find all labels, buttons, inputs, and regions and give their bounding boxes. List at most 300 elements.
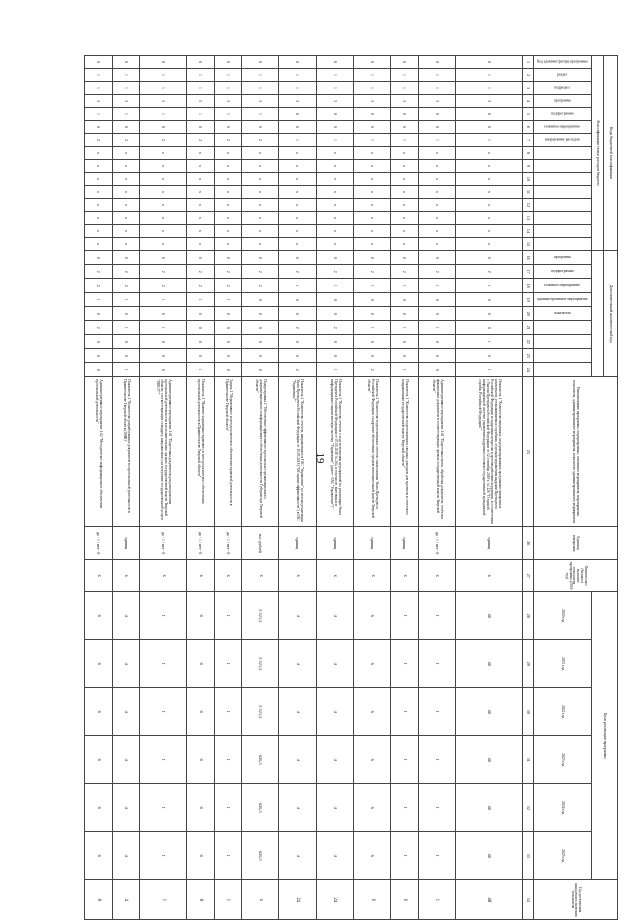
code-cell: х (139, 186, 186, 199)
code-cell: х (316, 238, 353, 251)
row-fact-value: х (187, 560, 214, 592)
analytic-code-cell: 0 (85, 335, 113, 349)
row-description: Показатель 1 "Наличие нормативно-правового и методологического обеспечения протокольной деятельности в Правительстве Тверской области" (187, 377, 214, 527)
header-year-6: 2025 год (534, 832, 592, 880)
code-cell: х (418, 186, 455, 199)
code-cell: 0 (279, 56, 316, 69)
code-cell: 1 (187, 69, 214, 82)
analytic-code-cell: 0 (214, 321, 241, 335)
header-budget-codes: Коды бюджетной классификации (604, 56, 618, 251)
analytic-code-cell: 0 (241, 321, 278, 335)
analytic-code-cell: 0 (139, 307, 186, 321)
year-value-2021: 6 (353, 640, 390, 688)
row-fact-value: х (418, 560, 455, 592)
year-value-2025: 4 (316, 832, 353, 880)
analytic-code-cell: 0 (85, 363, 113, 377)
analytic-code-cell: 1 (391, 321, 418, 335)
analytic-code-cell: 0 (353, 349, 390, 363)
row-completion-year: 1 (139, 880, 186, 920)
code-cell: х (455, 212, 522, 225)
code-cell: х (279, 199, 316, 212)
row-unit: да - 1 / нет - 0 (187, 527, 214, 560)
year-value-2025: 4 (112, 832, 139, 880)
code-cell: 1 (353, 82, 390, 95)
row-fact-value: х (139, 560, 186, 592)
header-right-col-4: административное мероприятие (534, 293, 592, 307)
code-cell: х (139, 212, 186, 225)
table-row (139, 56, 186, 920)
analytic-code-cell: 0 (279, 293, 316, 307)
code-cell: 3 (112, 95, 139, 108)
code-cell: х (85, 199, 113, 212)
code-cell: х (241, 160, 278, 173)
code-cell: х (241, 212, 278, 225)
year-value-2025: 1 (391, 832, 418, 880)
code-cell: 3 (241, 95, 278, 108)
row-description: Показатель 1 "Количество подготовленных сводных докладов для проектов и отчетов по направлениям государственной власти Тверской области" (391, 377, 418, 527)
analytic-code-cell: 2 (353, 265, 390, 279)
year-value-2024: 1 (391, 784, 418, 832)
header-right-col-3: основное мероприятие (534, 279, 592, 293)
header-left-col-2: раздел (534, 69, 592, 82)
code-cell: х (214, 238, 241, 251)
code-cell: 3 (316, 95, 353, 108)
analytic-code-cell: 0 (279, 307, 316, 321)
row-unit: да - 1 / нет - 0 (139, 527, 186, 560)
code-cell: 0 (85, 56, 113, 69)
year-value-2023: 1 (214, 736, 241, 784)
code-cell: х (418, 238, 455, 251)
analytic-code-cell: 0 (112, 335, 139, 349)
table-row (418, 56, 455, 920)
header-right-col-2: подпрограмма (534, 265, 592, 279)
code-cell: х (353, 238, 390, 251)
header-targets: Цели реализации программы (592, 592, 618, 880)
analytic-code-cell: 1 (139, 293, 186, 307)
analytic-code-cell: 0 (85, 251, 113, 265)
header-left-col-8 (534, 147, 592, 160)
code-cell: х (139, 173, 186, 186)
code-cell: 1 (316, 82, 353, 95)
analytic-code-cell: 0 (391, 349, 418, 363)
code-cell: 1 (241, 69, 278, 82)
year-value-2025: 4 (279, 832, 316, 880)
header-left-col-10 (534, 173, 592, 186)
header-right-col-1: программа (534, 251, 592, 265)
header-right-col-5: показатель (534, 307, 592, 321)
code-cell: 1 (241, 82, 278, 95)
row-completion-year: 6 (391, 880, 418, 920)
analytic-code-cell: 0 (139, 349, 186, 363)
row-description: Показатель 4 "Количество отчетов, направленных в ГАС "Управление" по итогам реализации Указа Президента Российской Федерации от 15.05.2018 ("Об оценке эффективности") в ГАС "Управление"" (279, 377, 316, 527)
analytic-code-cell: 0 (353, 293, 390, 307)
code-cell: х (353, 186, 390, 199)
analytic-code-cell: 1 (353, 321, 390, 335)
row-unit: да - 1 / нет - 0 (418, 527, 455, 560)
code-cell: 1 (418, 82, 455, 95)
code-cell: х (391, 212, 418, 225)
code-cell: х (214, 212, 241, 225)
analytic-code-cell: 0 (187, 307, 214, 321)
header-year-5: 2024 год (534, 784, 592, 832)
code-cell: х (85, 160, 113, 173)
column-number: 8 (523, 147, 534, 160)
code-cell: 0 (112, 56, 139, 69)
analytic-code-cell: 0 (391, 307, 418, 321)
column-number: 14 (523, 225, 534, 238)
column-number: 30 (523, 688, 534, 736)
analytic-code-cell: 2 (187, 265, 214, 279)
column-number: 5 (523, 108, 534, 121)
header-analytic-code: Дополнительный аналитический код (604, 251, 618, 377)
code-cell: х (279, 147, 316, 160)
row-completion-year: х (241, 880, 278, 920)
year-value-2020: 0 (187, 592, 214, 640)
analytic-code-cell: 0 (187, 335, 214, 349)
year-value-2024: 6 (353, 784, 390, 832)
header-right-col-7 (534, 335, 592, 349)
header-fact-value: Фактическое (базовое) значение показателя программы (2019 год) (534, 560, 618, 592)
column-number: 26 (523, 527, 534, 560)
analytic-code-cell: 1 (418, 279, 455, 293)
analytic-code-cell: 1 (455, 279, 522, 293)
table-row (187, 56, 214, 920)
row-fact-value: х (214, 560, 241, 592)
code-cell: х (391, 225, 418, 238)
code-cell: 1 (353, 69, 390, 82)
code-cell: 1 (455, 82, 522, 95)
code-cell: 1 (187, 108, 214, 121)
code-cell: х (353, 147, 390, 160)
code-cell: х (214, 173, 241, 186)
column-number: 7 (523, 134, 534, 147)
code-cell: х (112, 160, 139, 173)
analytic-code-cell: 2 (112, 265, 139, 279)
code-cell: 0 (391, 121, 418, 134)
analytic-code-cell: 0 (455, 307, 522, 321)
code-cell: х (214, 147, 241, 160)
row-description: Подпрограмма 2 "Обеспечение эффективного протокольно-организационного, документационного и информационного обеспечения деятельности Губернатора Тверской области" (241, 377, 278, 527)
analytic-code-cell: 2 (241, 279, 278, 293)
year-value-2025: 0 (85, 832, 113, 880)
analytic-code-cell: 2 (418, 265, 455, 279)
analytic-code-cell: 0 (391, 251, 418, 265)
code-cell: 2 (85, 134, 113, 147)
row-completion-year: 4 (112, 880, 139, 920)
column-number: 19 (523, 293, 534, 307)
analytic-code-cell: 0 (187, 251, 214, 265)
code-cell: х (279, 225, 316, 238)
code-cell: 0 (214, 121, 241, 134)
analytic-code-cell: 0 (139, 335, 186, 349)
code-cell: х (391, 238, 418, 251)
code-cell: 0 (353, 121, 390, 134)
analytic-code-cell: 1 (279, 279, 316, 293)
code-cell: 1 (214, 69, 241, 82)
column-number: 17 (523, 265, 534, 279)
code-cell: х (391, 147, 418, 160)
code-cell: х (316, 212, 353, 225)
code-cell: х (418, 160, 455, 173)
code-cell: 0 (455, 108, 522, 121)
column-number: 34 (523, 880, 534, 920)
code-cell: х (391, 173, 418, 186)
code-cell: 1 (279, 69, 316, 82)
code-cell: х (455, 225, 522, 238)
year-value-2024: 0 (85, 784, 113, 832)
header-left-col-4: программа (534, 95, 592, 108)
analytic-code-cell: 0 (316, 349, 353, 363)
code-cell: х (241, 186, 278, 199)
analytic-code-cell: 0 (112, 307, 139, 321)
code-cell: 1 (279, 134, 316, 147)
analytic-code-cell: 1 (187, 293, 214, 307)
header-program-name: Наименование программы, подпрограммы, основного мероприятия, мероприятия, показателя, административного мероприятия, показателя административного мероприятия (534, 377, 618, 527)
header-left-col-15 (534, 238, 592, 251)
header-year-3: 2022 год (534, 688, 592, 736)
year-value-2020: 1 (418, 592, 455, 640)
year-value-2025: 626,5 (241, 832, 278, 880)
code-cell: 0 (418, 56, 455, 69)
analytic-code-cell: 2 (214, 265, 241, 279)
code-cell: 1 (214, 82, 241, 95)
analytic-code-cell: 1 (187, 363, 214, 377)
analytic-code-cell: 0 (214, 363, 241, 377)
column-number: 33 (523, 832, 534, 880)
code-cell: х (279, 212, 316, 225)
code-cell: 0 (455, 121, 522, 134)
year-value-2024: 40 (455, 784, 522, 832)
analytic-code-cell: 1 (112, 293, 139, 307)
analytic-code-cell: 2 (353, 363, 390, 377)
code-cell: х (85, 225, 113, 238)
year-value-2024: 4 (279, 784, 316, 832)
code-cell: 0 (316, 56, 353, 69)
analytic-code-cell: 0 (112, 251, 139, 265)
code-cell: х (214, 199, 241, 212)
column-number: 6 (523, 121, 534, 134)
program-indicators-table (84, 55, 618, 920)
code-cell: х (391, 186, 418, 199)
code-cell: х (112, 186, 139, 199)
table-row (353, 56, 390, 920)
year-value-2021: 4 (112, 640, 139, 688)
code-cell: х (139, 225, 186, 238)
year-value-2020: 4 (112, 592, 139, 640)
code-cell: х (455, 199, 522, 212)
header-left-col-3: подраздел (534, 82, 592, 95)
code-cell: х (455, 238, 522, 251)
code-cell: 1 (391, 69, 418, 82)
code-cell: х (279, 186, 316, 199)
analytic-code-cell: 0 (353, 307, 390, 321)
code-cell: х (316, 199, 353, 212)
header-year-4: 2023 год (534, 736, 592, 784)
year-value-2023: 626,5 (241, 736, 278, 784)
table-row (85, 56, 113, 920)
analytic-code-cell: 0 (241, 293, 278, 307)
analytic-code-cell: 0 (391, 335, 418, 349)
year-value-2022: 0 (187, 688, 214, 736)
year-value-2020: 40 (455, 592, 522, 640)
analytic-code-cell: 0 (418, 293, 455, 307)
analytic-code-cell: 0 (316, 251, 353, 265)
year-value-2024: 0 (187, 784, 214, 832)
code-cell: 1 (214, 108, 241, 121)
header-empty (592, 251, 604, 377)
code-cell: 3 (187, 95, 214, 108)
table-rotated-wrapper (84, 55, 618, 917)
column-number: 13 (523, 212, 534, 225)
analytic-code-cell: 2 (391, 265, 418, 279)
analytic-code-cell: 1 (418, 321, 455, 335)
column-number: 9 (523, 160, 534, 173)
code-cell: х (353, 225, 390, 238)
row-fact-value: х (391, 560, 418, 592)
column-number: 2 (523, 69, 534, 82)
analytic-code-cell: 0 (316, 307, 353, 321)
year-value-2025: 40 (455, 832, 522, 880)
code-cell: х (139, 147, 186, 160)
code-cell: х (187, 160, 214, 173)
code-cell: х (241, 199, 278, 212)
code-cell: 2 (214, 134, 241, 147)
analytic-code-cell: 0 (241, 251, 278, 265)
code-cell: 1 (85, 108, 113, 121)
code-cell: х (187, 225, 214, 238)
analytic-code-cell: 2 (279, 265, 316, 279)
code-cell: х (85, 147, 113, 160)
analytic-code-cell: 1 (455, 363, 522, 377)
analytic-code-cell: 1 (391, 363, 418, 377)
year-value-2022: 4 (112, 688, 139, 736)
table-row (391, 56, 418, 920)
code-cell: х (112, 238, 139, 251)
code-cell: х (214, 186, 241, 199)
code-cell: х (279, 238, 316, 251)
code-cell: 1 (187, 82, 214, 95)
analytic-code-cell: 2 (241, 265, 278, 279)
code-cell: 1 (455, 69, 522, 82)
code-cell: х (316, 225, 353, 238)
year-value-2023: 1 (418, 736, 455, 784)
year-value-2025: 1 (139, 832, 186, 880)
row-completion-year: 1 (418, 880, 455, 920)
code-cell: х (316, 160, 353, 173)
code-cell: 1 (316, 134, 353, 147)
analytic-code-cell: 1 (353, 279, 390, 293)
code-cell: х (241, 238, 278, 251)
code-cell: 0 (418, 121, 455, 134)
row-description: Показатель 1 "Количество введенных, модернизированных программно-аппаратных комплексов, устанавливаемых службами, отделами управления кадрами Президента Российской Федерации по кадровым вопросам и противодействию коррупции, в соответствии с Указом Президента Российской Федерации от 12 сентября 2019 г. № 426 "О единой информационной системе управления кадровым составом государственной гражданской службы Российской Федерации"" (455, 377, 522, 527)
code-cell: 3 (455, 95, 522, 108)
column-number: 3 (523, 82, 534, 95)
year-value-2025: 1 (214, 832, 241, 880)
code-cell: х (418, 147, 455, 160)
column-number: 24 (523, 363, 534, 377)
code-cell: 1 (139, 108, 186, 121)
header-unit: Единица измерения (534, 527, 618, 560)
analytic-code-cell: 2 (279, 321, 316, 335)
column-number: 12 (523, 199, 534, 212)
analytic-code-cell: 2 (279, 363, 316, 377)
header-right-col-9 (534, 363, 592, 377)
analytic-code-cell: 0 (187, 349, 214, 363)
code-cell: х (316, 173, 353, 186)
year-value-2025: 6 (353, 832, 390, 880)
code-cell: 1 (112, 108, 139, 121)
code-cell: 0 (455, 56, 522, 69)
row-fact-value: х (353, 560, 390, 592)
row-completion-year: 1 (214, 880, 241, 920)
table-row (316, 56, 353, 920)
column-number: 22 (523, 335, 534, 349)
analytic-code-cell: 2 (85, 265, 113, 279)
analytic-code-cell: 1 (112, 363, 139, 377)
analytic-code-cell: 0 (353, 335, 390, 349)
analytic-code-cell: 0 (214, 251, 241, 265)
year-value-2023: 4 (316, 736, 353, 784)
code-cell: 1 (391, 134, 418, 147)
column-number: 21 (523, 321, 534, 335)
column-number: 29 (523, 640, 534, 688)
code-cell: 0 (241, 121, 278, 134)
row-fact-value: х (455, 560, 522, 592)
row-description: Административное мероприятие 1.02 "Методическое информационное обеспечение протокольной деятельности" (85, 377, 113, 527)
year-value-2022: 1 (418, 688, 455, 736)
year-value-2020: 1 (139, 592, 186, 640)
analytic-code-cell: 0 (418, 335, 455, 349)
year-value-2020: 5 521,5 (241, 592, 278, 640)
column-number: 18 (523, 279, 534, 293)
analytic-code-cell: 0 (241, 363, 278, 377)
analytic-code-cell: 0 (214, 349, 241, 363)
analytic-code-cell: 1 (316, 279, 353, 293)
year-value-2020: 1 (391, 592, 418, 640)
year-value-2023: 4 (112, 736, 139, 784)
analytic-code-cell: 2 (316, 265, 353, 279)
analytic-code-cell: 0 (214, 335, 241, 349)
analytic-code-cell: 0 (316, 293, 353, 307)
row-description: Показатель 2 "Количество подготовленных отчетов о выполнении Указа Президента Российской Федерации о кадровом обеспечении органов исполнительной власти Тверской области" (353, 377, 390, 527)
code-cell: 3 (214, 95, 241, 108)
code-cell: 1 (85, 69, 113, 82)
year-value-2023: 0 (187, 736, 214, 784)
year-value-2022: 0 (85, 688, 113, 736)
year-value-2025: 0 (187, 832, 214, 880)
code-cell: 1 (241, 108, 278, 121)
row-unit: да - 1 / нет - 0 (214, 527, 241, 560)
code-cell: х (316, 186, 353, 199)
analytic-code-cell: 0 (455, 251, 522, 265)
row-fact-value: х (85, 560, 113, 592)
code-cell: х (455, 147, 522, 160)
code-cell: 1 (112, 69, 139, 82)
year-value-2024: 1 (214, 784, 241, 832)
header-left-col-6: основное мероприятие (534, 121, 592, 134)
code-cell: 1 (85, 82, 113, 95)
code-cell: х (187, 186, 214, 199)
code-cell: х (85, 186, 113, 199)
code-cell: 0 (241, 56, 278, 69)
analytic-code-cell: 0 (85, 307, 113, 321)
table-row (214, 56, 241, 920)
row-fact-value: х (112, 560, 139, 592)
code-cell: 0 (353, 56, 390, 69)
row-description: Административное мероприятие 1.01 "Подготовка документов для распоряжения протокольной деятельности в исполнительных органах государственной власти Тверской области, соответствующих стандарту, направленного на получение государственной услуги "ОМСУ"" (139, 377, 186, 527)
year-value-2024: 4 (316, 784, 353, 832)
row-unit: единиц (279, 527, 316, 560)
